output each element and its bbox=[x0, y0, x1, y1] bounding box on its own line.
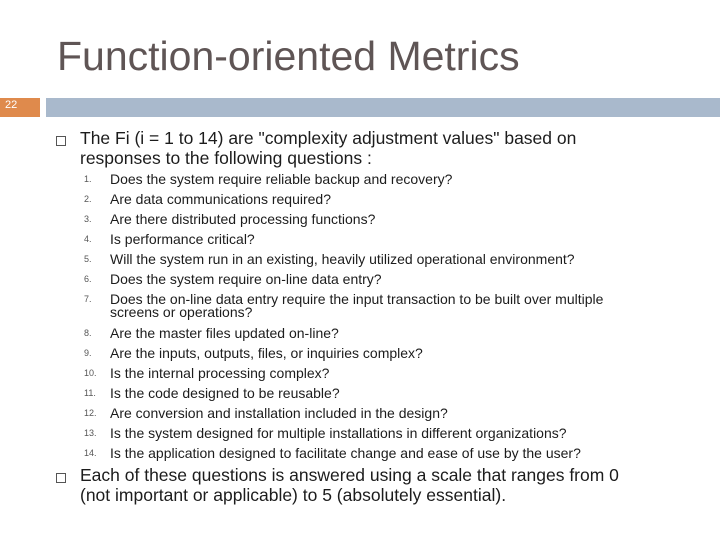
list-text: Does the system require on-line data entry? bbox=[110, 271, 382, 287]
list-number: 12. bbox=[84, 408, 97, 418]
bullet-square-icon bbox=[56, 136, 66, 146]
list-number: 8. bbox=[84, 328, 92, 338]
list-text: Does the on-line data entry require the input transaction to be built over multiple bbox=[110, 291, 604, 307]
list-text: Are the inputs, outputs, files, or inquiries complex? bbox=[110, 345, 423, 361]
list-number: 14. bbox=[84, 448, 97, 458]
list-text: Are conversion and installation included in the design? bbox=[110, 405, 448, 421]
bullet-1-line-2 bbox=[80, 148, 372, 168]
slide-title: Function-oriented Metrics bbox=[57, 33, 520, 79]
list-number: 11. bbox=[84, 388, 96, 398]
list-number: 5. bbox=[84, 254, 92, 264]
list-number: 3. bbox=[84, 214, 92, 224]
list-number: 4. bbox=[84, 234, 92, 244]
list-number: 2. bbox=[84, 194, 92, 204]
list-text: Are there distributed processing functions? bbox=[110, 211, 376, 227]
list-number: 6. bbox=[84, 274, 92, 284]
bullet-1-text-1: The Fi (i = 1 to 14) are "complexity adjustment values" based on bbox=[80, 128, 577, 148]
list-text: Does the system require reliable backup and recovery? bbox=[110, 171, 453, 187]
list-text: Is the code designed to be reusable? bbox=[110, 385, 340, 401]
list-text: Is performance critical? bbox=[110, 231, 255, 247]
bullet-2-text-2: (not important or applicable) to 5 (absolutely essential). bbox=[80, 485, 507, 505]
list-number: 1. bbox=[84, 174, 92, 184]
list-text: Are the master files updated on-line? bbox=[110, 325, 339, 341]
list-text: Is the application designed to facilitate change and ease of use by the user? bbox=[110, 445, 581, 461]
list-text: Is the internal processing complex? bbox=[110, 365, 330, 381]
list-text-continued: screens or operations? bbox=[110, 304, 253, 320]
bullet-2-line-1 bbox=[80, 465, 619, 485]
list-text: Will the system run in an existing, heavily utilized operational environment? bbox=[110, 251, 575, 267]
bullet-2-line-2 bbox=[80, 485, 506, 505]
list-text: Is the system designed for multiple installations in different organizations? bbox=[110, 425, 567, 441]
bullet-1-text-2: responses to the following questions : bbox=[80, 148, 372, 168]
header-bar bbox=[46, 98, 720, 117]
bullet-2-text-1: Each of these questions is answered using a scale that ranges from 0 bbox=[80, 465, 619, 485]
list-number: 9. bbox=[84, 348, 92, 358]
list-number: 13. bbox=[84, 428, 97, 438]
list-number: 10. bbox=[84, 368, 97, 378]
bullet-square-icon bbox=[56, 473, 66, 483]
slide-number: 22 bbox=[5, 99, 18, 111]
list-number: 7. bbox=[84, 294, 92, 304]
bullet-1-line-1 bbox=[80, 128, 576, 148]
list-text: Are data communications required? bbox=[110, 191, 332, 207]
